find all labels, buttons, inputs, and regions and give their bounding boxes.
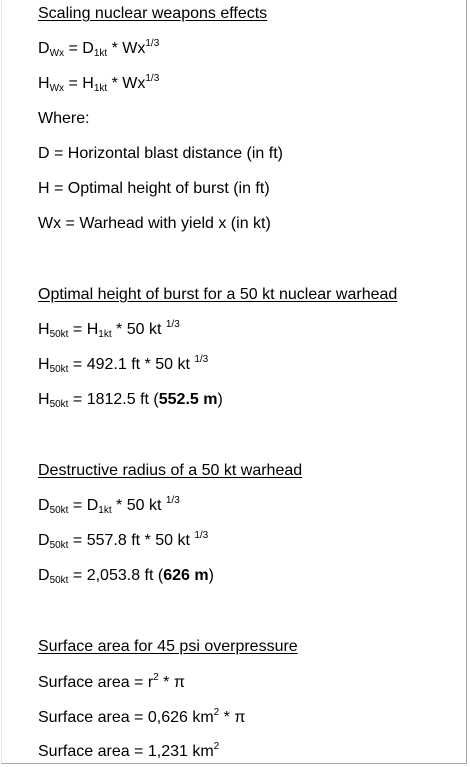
equation-d-wx: $D_{Wx} = D_{1kt} * Wx^{1/3}$ bbox=[38, 38, 160, 59]
equation-d50-result: $D_{50kt} = 2,053.8$ ft (626 m) bbox=[38, 567, 214, 586]
heading-optimal-height: Optimal height of burst for a 50 kt nuclear warhead bbox=[38, 286, 398, 303]
equation-area-formula: Surface area = $r^2$ * π bbox=[38, 672, 185, 691]
definition-d: D = Horizontal blast distance (in ft) bbox=[38, 145, 283, 162]
definition-h: H = Optimal height of burst (in ft) bbox=[38, 180, 270, 197]
equation-area-result: Surface area = 1,231 $km^2$ bbox=[38, 741, 220, 760]
heading-destructive-radius: Destructive radius of a 50 kt warhead bbox=[38, 462, 303, 479]
definition-wx: Wx = Warhead with yield x (in kt) bbox=[38, 215, 271, 232]
equation-d50-formula: $D_{50kt} = D_{1kt} * 50$ kt $^{1/3}$ bbox=[38, 495, 180, 516]
equation-h50-result: $H_{50kt} = 1812.5$ ft (552.5 m) bbox=[38, 391, 223, 410]
heading-scaling-effects: Scaling nuclear weapons effects bbox=[38, 5, 268, 22]
equation-h-wx: $H_{Wx} = H_{1kt} * Wx^{1/3}$ bbox=[38, 73, 160, 94]
equation-d50-substituted: $D_{50kt} = 557.8$ ft * 50 kt $^{1/3}$ bbox=[38, 530, 209, 551]
equation-h50-formula: $H_{50kt} = H_{1kt} * 50$ kt $^{1/3}$ bbox=[38, 319, 180, 340]
equation-area-substituted: Surface area = 0,626 $km^2$ * π bbox=[38, 707, 246, 726]
equation-h50-substituted: $H_{50kt} = 492.1$ ft * 50 kt $^{1/3}$ bbox=[38, 354, 209, 375]
heading-surface-area: Surface area for 45 psi overpressure bbox=[38, 638, 298, 655]
where-label: Where: bbox=[38, 110, 90, 127]
